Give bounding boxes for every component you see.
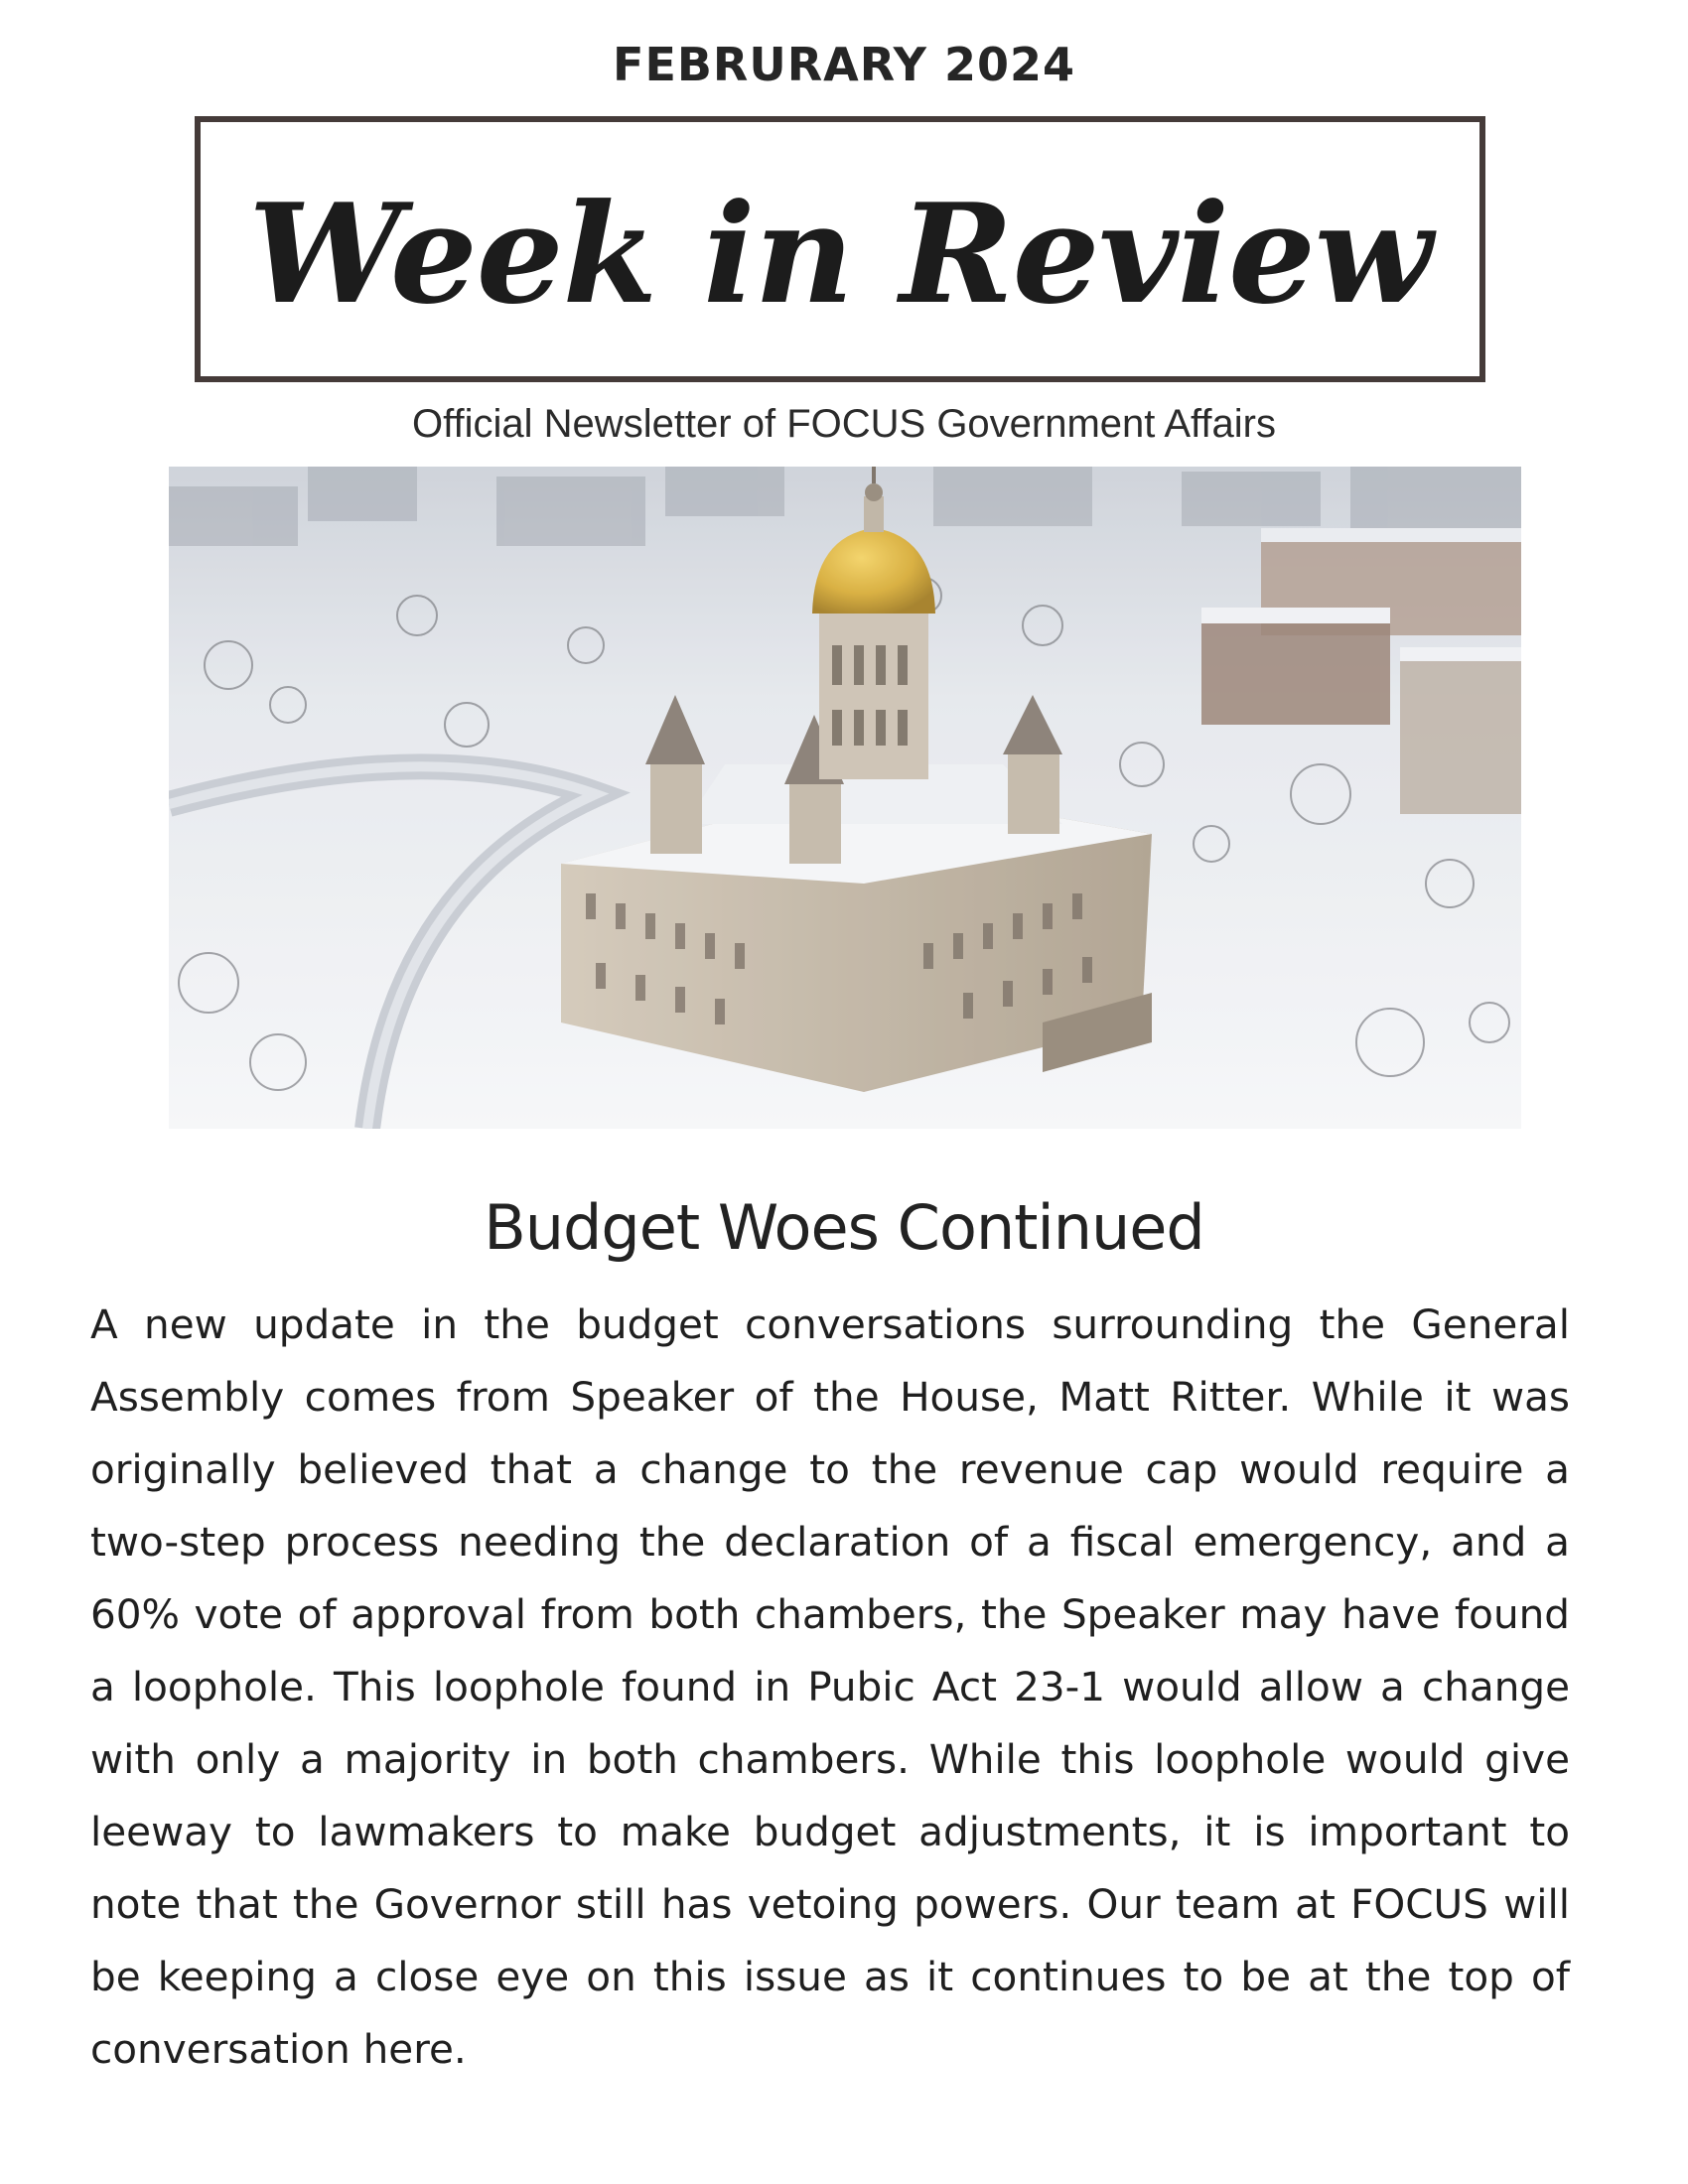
newsletter-subtitle: Official Newsletter of FOCUS Government Affairs	[412, 402, 1276, 446]
article-heading: Budget Woes Continued	[484, 1191, 1204, 1264]
newsletter-title: Week in Review	[248, 173, 1432, 335]
hero-photo	[169, 467, 1521, 1129]
article-body: A new update in the budget conversations surrounding the General Assembly comes from Speaker of the House, Matt Ritter. While it was originally believed that a change to the revenue cap would require a two-step process needing the declaration of a fiscal emergency, and a 60% vote of approval from both chambers, the Speaker may have found a loophole. This loophole found in Pubic Act 23-1 would allow a change with only a majority in both chambers. While this loophole would give leeway to lawmakers to make budget adjustments, it is important to note that the Governor still has vetoing powers. Our team at FOCUS will be keeping a close eye on this issue as it continues to be at the top of conversation here.	[90, 1300, 1570, 2073]
newsletter-date: FEBRURARY 2024	[613, 38, 1075, 91]
masthead-frame	[195, 116, 1485, 382]
capitol-illustration	[169, 467, 1521, 1129]
